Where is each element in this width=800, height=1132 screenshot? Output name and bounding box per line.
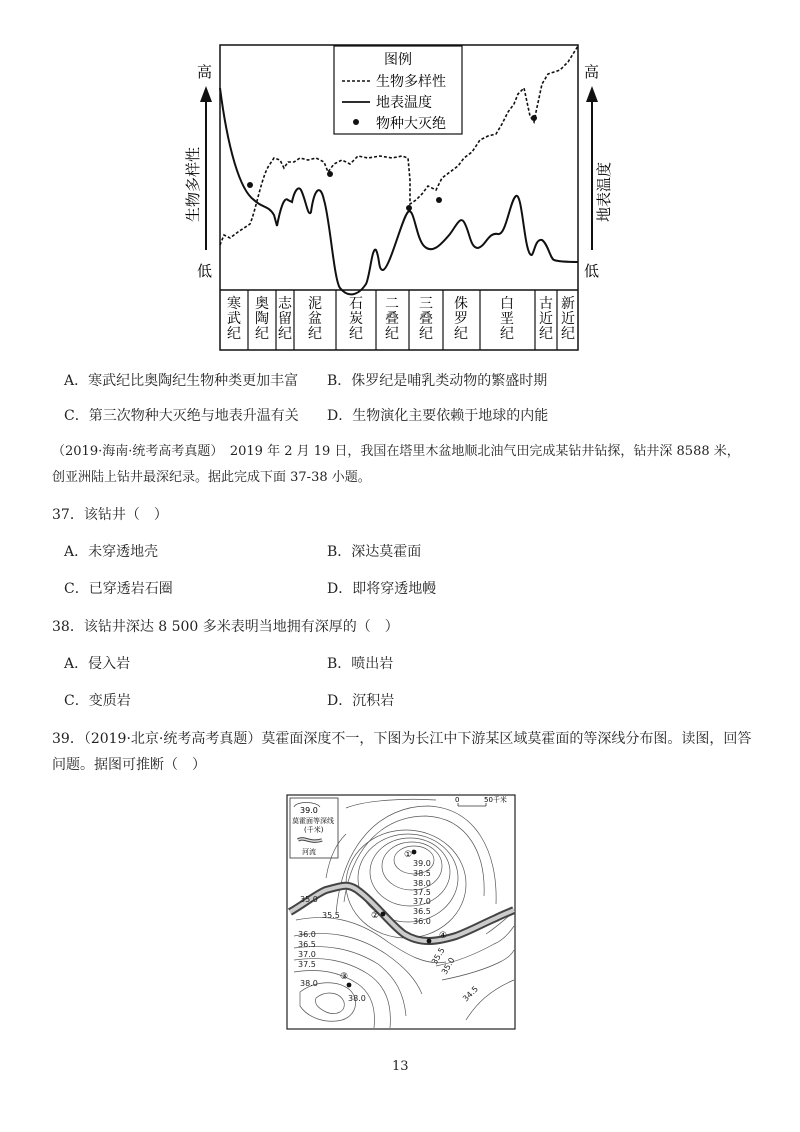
svg-text:④: ④: [439, 931, 448, 941]
extinction-dot: [436, 197, 442, 203]
svg-text:35.5: 35.5: [322, 911, 340, 920]
extinction-dot: [327, 171, 333, 177]
intro-line-1: （2019·海南·统考高考真题） 2019 年 2 月 19 日，我国在塔里木盆地顺北油气田完成某钻井钻探，钻井深 8588 米，: [52, 444, 740, 459]
intro-line-2: 创亚洲陆上钻井最深纪录。据此完成下面 37-38 小题。: [52, 470, 371, 485]
legend-line2: (千米): [304, 826, 324, 834]
period-label: 三叠纪: [419, 296, 433, 342]
q38-option-d: D．沉积岩: [327, 693, 395, 709]
period-label: 泥盆纪: [308, 296, 322, 342]
svg-text:37.5: 37.5: [298, 960, 316, 969]
q36-option-d: D．生物演化主要依赖于地球的内能: [327, 408, 549, 424]
moho-isoline-map: [286, 794, 516, 1032]
svg-text:34.5: 34.5: [461, 984, 481, 1004]
period-label: 二叠纪: [385, 296, 399, 342]
q39-line-1: 39．（2019·北京·统考高考真题）莫霍面深度不一，下图为长江中下游某区域莫霍面的等深线分布图。读图，回答: [52, 731, 752, 747]
legend-line1: 莫霍面等深线: [292, 817, 334, 825]
period-label: 新近纪: [561, 296, 575, 342]
q38-option-a: A．侵入岩: [64, 656, 131, 672]
svg-text:36.5: 36.5: [298, 940, 316, 949]
q37-option-d: D．即将穿透地幔: [327, 581, 437, 597]
svg-text:37.0: 37.0: [298, 950, 316, 959]
svg-text:37.0: 37.0: [413, 897, 431, 906]
svg-text:35.0: 35.0: [300, 895, 318, 904]
point-4: [427, 939, 432, 944]
svg-text:36.0: 36.0: [298, 930, 316, 939]
right-axis-label: 地表温度: [595, 161, 613, 222]
q36-option-a: A．寒武纪比奥陶纪生物种类更加丰富: [64, 373, 299, 389]
extinction-dot: [531, 115, 537, 121]
svg-text:35.0: 35.0: [439, 956, 457, 976]
left-axis-label: 生物多样性: [184, 146, 202, 222]
q38-option-b: B．喷出岩: [327, 656, 394, 672]
extinction-dot: [406, 205, 412, 211]
point-1: [412, 850, 417, 855]
svg-text:③: ③: [340, 972, 349, 982]
svg-text:38.0: 38.0: [413, 879, 431, 888]
map-legend: [290, 798, 338, 858]
legend-river: 河流: [302, 848, 316, 856]
period-label: 侏罗纪: [454, 296, 468, 342]
q37-stem: 37．该钻井（ ）: [52, 507, 168, 523]
svg-text:38.0: 38.0: [300, 979, 318, 988]
right-high-label: 高: [584, 63, 600, 81]
svg-text:38.0: 38.0: [348, 994, 366, 1003]
q37-option-b: B．深达莫霍面: [327, 544, 422, 560]
svg-text:39.0: 39.0: [413, 859, 431, 868]
q38-stem: 38．该钻井深达 8 500 多米表明当地拥有深厚的（ ）: [52, 619, 399, 635]
period-label: 志留纪: [278, 296, 292, 342]
svg-text:38.5: 38.5: [413, 869, 431, 878]
q39-line-2: 问题。据图可推断（ ）: [52, 757, 206, 773]
period-label: 寒武纪: [227, 296, 241, 342]
chart-legend: [334, 46, 462, 134]
legend-temperature: 地表温度: [376, 95, 432, 111]
q37-option-a: A．未穿透地壳: [64, 544, 159, 560]
legend-diversity: 生物多样性: [376, 74, 446, 90]
legend-title: 图例: [384, 52, 412, 68]
point-2: [381, 912, 386, 917]
left-low-label: 低: [197, 262, 213, 280]
page-number: 13: [392, 1059, 409, 1074]
svg-text:36.5: 36.5: [413, 907, 431, 916]
period-label: 石炭纪: [349, 296, 363, 342]
q36-option-b: B．侏罗纪是哺乳类动物的繁盛时期: [327, 373, 548, 389]
period-label: 白垩纪: [500, 296, 514, 342]
evolution-chart: [180, 40, 620, 360]
svg-text:0: 0: [455, 796, 460, 804]
svg-text:35.5: 35.5: [429, 946, 447, 966]
point-3: [347, 983, 352, 988]
q37-option-c: C．已穿透岩石圈: [64, 581, 173, 597]
period-label: 奥陶纪: [255, 296, 269, 342]
period-labels: [227, 295, 575, 342]
legend-value: 39.0: [300, 806, 318, 815]
left-high-label: 高: [197, 63, 213, 81]
right-low-label: 低: [584, 262, 600, 280]
svg-text:50千米: 50千米: [484, 796, 507, 804]
svg-text:②: ②: [371, 911, 380, 921]
svg-text:36.0: 36.0: [413, 917, 431, 926]
q38-option-c: C．变质岩: [64, 693, 131, 709]
svg-text:①: ①: [404, 850, 413, 860]
period-label: 古近纪: [539, 296, 553, 342]
q36-option-c: C．第三次物种大灭绝与地表升温有关: [64, 408, 299, 424]
legend-extinction: 物种大灭绝: [376, 116, 446, 132]
svg-text:37.5: 37.5: [413, 888, 431, 897]
extinction-dot: [247, 182, 253, 188]
